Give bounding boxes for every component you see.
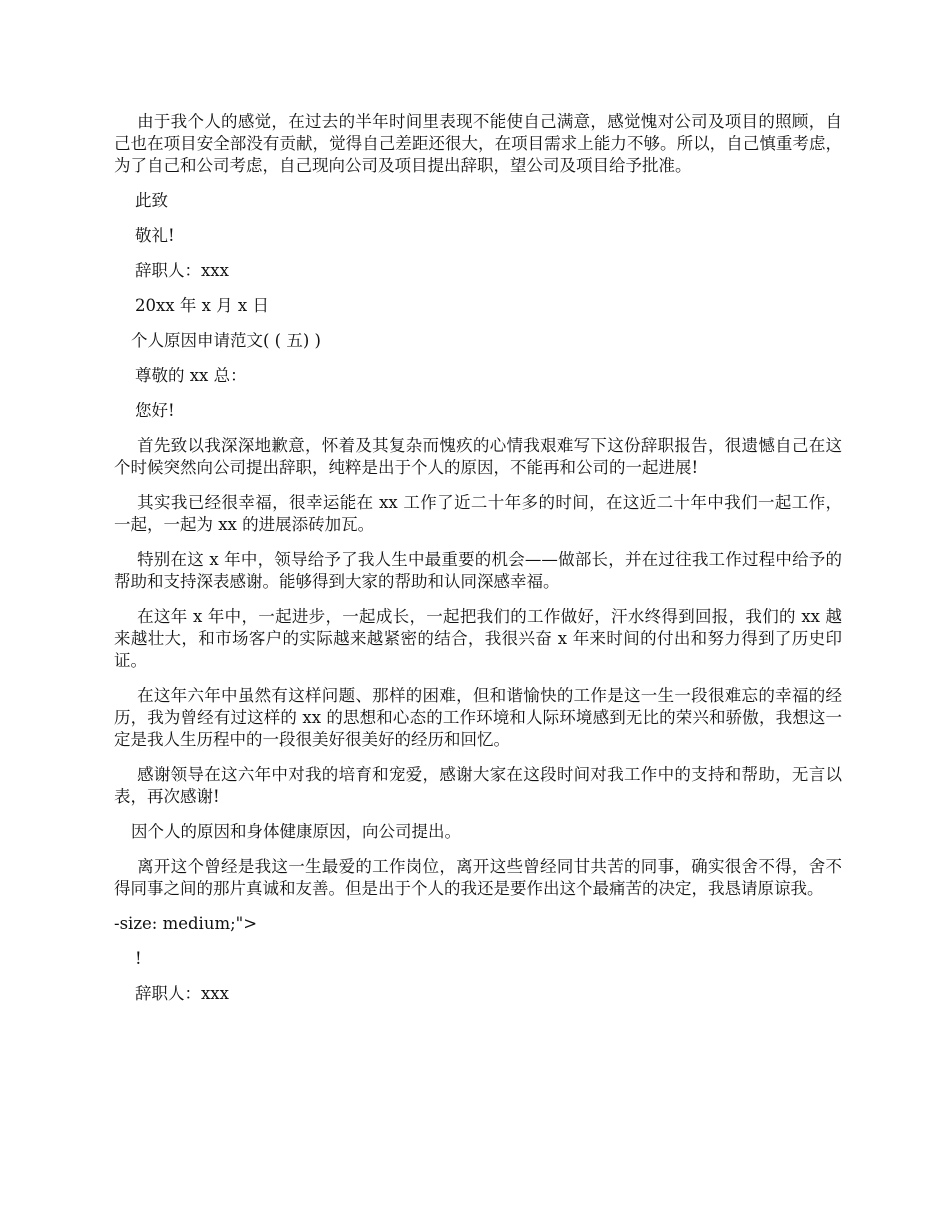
closing-cizhi: 此致 [135, 191, 168, 210]
section-heading: 个人原因申请范文( ( 五) ) [131, 331, 321, 350]
paragraph-six-years: 在这年六年中虽然有这样问题、那样的困难，但和谐愉快的工作是这一生一段很难忘的幸福的经历，我为曾经有过这样的 xx 的思想和心态的工作环境和人际环境感到无比的荣兴和骄傲，我想这一定是我人生历程中的一段很美好很美好的经历和回忆。 [114, 686, 842, 749]
exclamation-line: ! [135, 949, 142, 968]
closing-jingli: 敬礼! [135, 226, 175, 245]
signature-resigner: 辞职人：xxx [135, 261, 229, 280]
greeting: 您好! [135, 401, 175, 420]
signature-resigner-final: 辞职人：xxx [135, 984, 229, 1003]
paragraph-thanks: 感谢领导在这六年中对我的培育和宠爱，感谢大家在这段时间对我工作中的支持和帮助，无言以表，再次感谢! [114, 765, 842, 806]
paragraph-fortunate: 其实我已经很幸福，很幸运能在 xx 工作了近二十年多的时间，在这近二十年中我们一起工作，一起，一起为 xx 的进展添砖加瓦。 [114, 493, 842, 534]
stray-markup-text: -size: medium;"> [114, 914, 258, 933]
salutation: 尊敬的 xx 总： [135, 366, 247, 385]
paragraph-reason: 因个人的原因和身体健康原因，向公司提出。 [131, 822, 461, 841]
signature-date: 20xx 年 x 月 x 日 [135, 296, 269, 315]
paragraph-apology: 首先致以我深深地歉意，怀着及其复杂而愧疚的心情我艰难写下这份辞职报告，很遗憾自己在这个时候突然向公司提出辞职，纯粹是出于个人的原因，不能再和公司的一起进展! [114, 436, 842, 477]
document-page [114, 111, 842, 1018]
paragraph-self-assessment: 由于我个人的感觉，在过去的半年时间里表现不能使自己满意，感觉愧对公司及项目的照顾，自己也在项目安全部没有贡献，觉得自己差距还很大，在项目需求上能力不够。所以，自己慎重考虑，为了自己和公司考虑，自己现向公司及项目提出辞职，望公司及项目给予批准。 [114, 112, 842, 175]
paragraph-opportunity: 特别在这 x 年中，领导给予了我人生中最重要的机会——做部长，并在过往我工作过程中给予的帮助和支持深表感谢。能够得到大家的帮助和认同深感幸福。 [114, 550, 842, 591]
paragraph-leaving: 离开这个曾经是我这一生最爱的工作岗位，离开这些曾经同甘共苦的同事，确实很舍不得，舍不得同事之间的那片真诚和友善。但是出于个人的我还是要作出这个最痛苦的决定，我恳请原谅我。 [114, 857, 842, 898]
paragraph-progress: 在这年 x 年中，一起进步，一起成长，一起把我们的工作做好，汗水终得到回报，我们的 xx 越来越壮大，和市场客户的实际越来越紧密的结合，我很兴奋 x 年来时间的付出和努力得到了历史印证。 [114, 607, 842, 670]
